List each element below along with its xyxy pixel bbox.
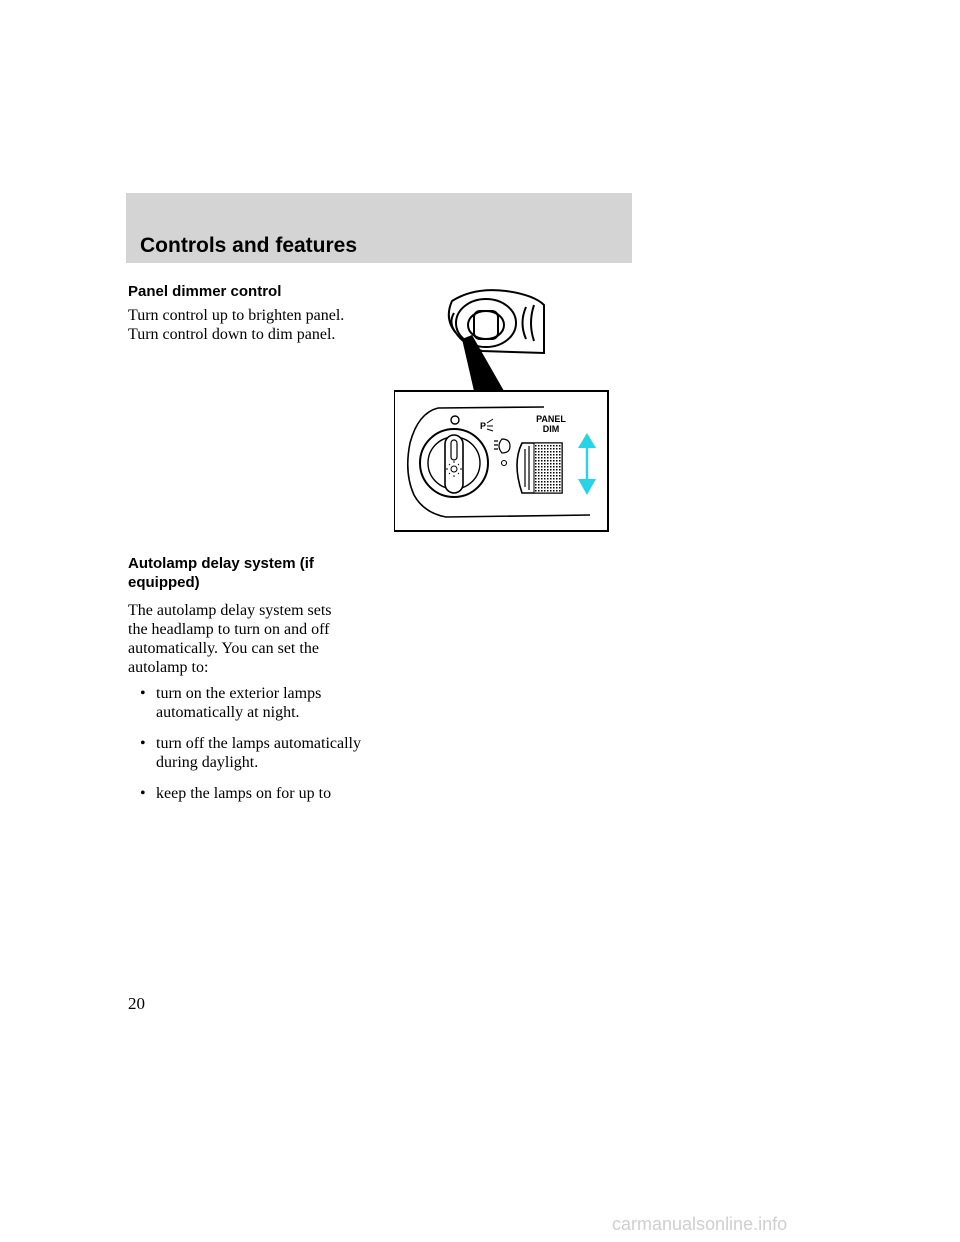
bullet-icon: • (140, 735, 146, 752)
list-item-line-1: turn off the lamps automatically (156, 735, 361, 752)
bullet-icon: • (140, 685, 146, 702)
watermark: carmanualsonline.info (612, 1214, 788, 1234)
panel-dimmer-heading: Panel dimmer control (128, 283, 282, 300)
parking-lamp-label: P (480, 421, 487, 431)
autolamp-heading-line-1: Autolamp delay system (if (128, 555, 314, 572)
section-header-band (126, 193, 632, 263)
callout-pointer (462, 335, 504, 391)
panel-dimmer-line-1: Turn control up to brighten panel. (128, 307, 345, 324)
list-item (140, 784, 380, 803)
autolamp-intro-line-1: The autolamp delay system sets (128, 602, 332, 619)
list-item-line-1: keep the lamps on for up to (156, 785, 332, 802)
autolamp-intro-line-4: autolamp to: (128, 659, 209, 676)
list-item-line-2: during daylight. (156, 754, 259, 771)
bullet-icon: • (140, 785, 146, 802)
headlamp-knob (420, 429, 488, 497)
list-item-line-2: automatically at night. (156, 704, 300, 721)
list-item (140, 734, 380, 772)
list-item (140, 684, 380, 722)
autolamp-intro-line-3: automatically. You can set the (128, 640, 319, 657)
page-number: 20 (128, 994, 145, 1013)
autolamp-intro (128, 601, 398, 677)
list-item-line-1: turn on the exterior lamps (156, 685, 322, 702)
panel-dim-label-line-2: DIM (542, 424, 560, 434)
autolamp-heading-line-2: equipped) (128, 574, 200, 591)
panel-dimmer-text (128, 306, 388, 344)
autolamp-options-list (140, 684, 380, 815)
panel-dimmer-thumbwheel (517, 443, 562, 493)
autolamp-heading (128, 554, 314, 592)
headlamp-switch-illustration (394, 283, 614, 533)
panel-dimmer-line-2: Turn control down to dim panel. (128, 326, 336, 343)
panel-dim-label-line-1: PANEL (536, 414, 566, 424)
autolamp-intro-line-2: the headlamp to turn on and off (128, 621, 330, 638)
section-title: Controls and features (140, 234, 358, 257)
